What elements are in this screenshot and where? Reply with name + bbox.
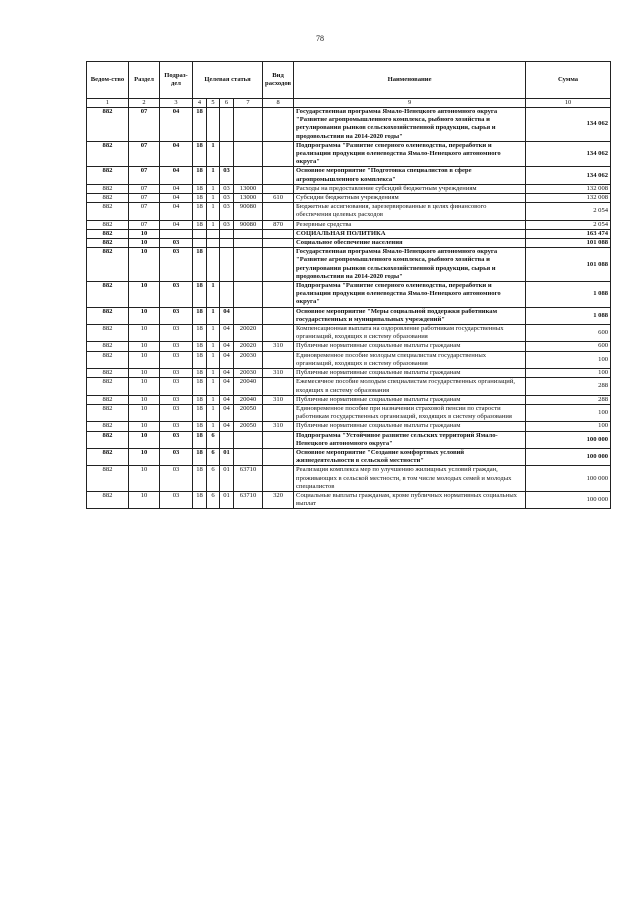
cell-razdel: 10 (129, 307, 160, 324)
cell-target-event: 03 (220, 194, 234, 203)
cell-expense-type (263, 184, 294, 193)
cell-vedomstvo: 882 (87, 108, 129, 142)
cell-sum: 1 088 (526, 307, 611, 324)
cell-expense-type: 310 (263, 395, 294, 404)
cell-expense-type: 310 (263, 422, 294, 431)
cell-name: Компенсационная выплата на оздоровление работникам государственных организаций, входящих в систему образования (294, 325, 526, 342)
cell-vedomstvo: 882 (87, 203, 129, 220)
cell-name: Основное мероприятие "Создание комфортных условий жизнедеятельности в сельской местности" (294, 448, 526, 465)
cell-name: Социальное обеспечение населения (294, 239, 526, 248)
cell-target-program: 18 (193, 422, 207, 431)
cell-target-event: 03 (220, 167, 234, 184)
cell-vedomstvo: 882 (87, 466, 129, 492)
table-row (87, 220, 611, 229)
cell-name: Государственная программа Ямало-Ненецкого автономного округа "Развитие агропромышленного комплекса, рыбного хозяйства и регулирования рынков сельскохозяйственной продукции, сырья и продовольствия на 2014-2020 годы" (294, 108, 526, 142)
cell-name: Подпрограмма "Развитие северного оленеводства, переработки и реализации продукции оленеводства Ямало-Ненецкого автономного округа" (294, 141, 526, 167)
cell-target-subprogram (207, 248, 220, 282)
cell-name: Бюджетные ассигнования, зарезервированные в целях финансового обеспечения целевых расходов (294, 203, 526, 220)
cell-target-subprogram: 1 (207, 404, 220, 421)
cell-target-subprogram: 1 (207, 395, 220, 404)
cell-expense-type (263, 351, 294, 368)
cell-target-direction (234, 229, 263, 238)
cell-vedomstvo: 882 (87, 229, 129, 238)
cell-name: Резервные средства (294, 220, 526, 229)
cell-target-direction (234, 141, 263, 167)
cell-target-subprogram: 1 (207, 282, 220, 308)
cell-podrazdel: 03 (160, 325, 193, 342)
cell-target-subprogram: 1 (207, 194, 220, 203)
cell-vedomstvo: 882 (87, 167, 129, 184)
cell-name: Публичные нормативные социальные выплаты гражданам (294, 369, 526, 378)
cell-target-program: 18 (193, 248, 207, 282)
cell-name: Публичные нормативные социальные выплаты гражданам (294, 342, 526, 351)
table-row (87, 307, 611, 324)
cell-sum: 134 062 (526, 141, 611, 167)
cell-target-direction: 20040 (234, 378, 263, 395)
cell-expense-type (263, 229, 294, 238)
cell-target-subprogram: 1 (207, 378, 220, 395)
column-number: 6 (220, 99, 234, 108)
cell-vedomstvo: 882 (87, 342, 129, 351)
cell-podrazdel: 03 (160, 448, 193, 465)
cell-expense-type (263, 431, 294, 448)
cell-name: Основное мероприятие "Меры социальной поддержки работникам государственных и муниципальных учреждений" (294, 307, 526, 324)
cell-target-program: 18 (193, 141, 207, 167)
cell-target-program: 18 (193, 307, 207, 324)
cell-target-subprogram: 1 (207, 369, 220, 378)
cell-target-subprogram: 1 (207, 203, 220, 220)
cell-vedomstvo: 882 (87, 448, 129, 465)
cell-target-direction (234, 248, 263, 282)
cell-vedomstvo: 882 (87, 282, 129, 308)
cell-target-program: 18 (193, 404, 207, 421)
cell-target-subprogram: 1 (207, 167, 220, 184)
cell-target-direction (234, 307, 263, 324)
cell-target-subprogram: 1 (207, 141, 220, 167)
cell-podrazdel: 03 (160, 404, 193, 421)
cell-podrazdel: 03 (160, 307, 193, 324)
table-row (87, 351, 611, 368)
cell-expense-type (263, 248, 294, 282)
cell-sum: 100 (526, 422, 611, 431)
table-row (87, 239, 611, 248)
cell-sum: 134 062 (526, 167, 611, 184)
cell-expense-type (263, 404, 294, 421)
cell-expense-type (263, 448, 294, 465)
header-sum: Сумма (526, 62, 611, 99)
cell-target-program: 18 (193, 108, 207, 142)
cell-name: Подпрограмма "Развитие северного оленеводства, переработки и реализации продукции оленеводства Ямало-Ненецкого автономного округа" (294, 282, 526, 308)
column-number: 8 (263, 99, 294, 108)
cell-target-subprogram (207, 229, 220, 238)
table-row (87, 203, 611, 220)
table-row (87, 404, 611, 421)
cell-target-program (193, 229, 207, 238)
column-number: 2 (129, 99, 160, 108)
cell-expense-type: 310 (263, 369, 294, 378)
table-row (87, 325, 611, 342)
cell-target-event: 01 (220, 491, 234, 508)
cell-target-subprogram: 6 (207, 491, 220, 508)
cell-target-subprogram: 1 (207, 325, 220, 342)
cell-target-program: 18 (193, 194, 207, 203)
cell-target-event: 04 (220, 307, 234, 324)
cell-expense-type (263, 378, 294, 395)
cell-sum: 2 054 (526, 203, 611, 220)
column-number: 5 (207, 99, 220, 108)
cell-expense-type (263, 141, 294, 167)
cell-expense-type (263, 307, 294, 324)
cell-name: Расходы на предоставление субсидий бюджетным учреждениям (294, 184, 526, 193)
cell-vedomstvo: 882 (87, 248, 129, 282)
cell-target-direction: 13000 (234, 194, 263, 203)
cell-target-subprogram: 6 (207, 466, 220, 492)
header-target-article: Целевая статья (193, 62, 263, 99)
cell-podrazdel: 03 (160, 282, 193, 308)
cell-vedomstvo: 882 (87, 491, 129, 508)
cell-sum: 288 (526, 395, 611, 404)
cell-target-direction: 20050 (234, 404, 263, 421)
table-row (87, 448, 611, 465)
cell-expense-type (263, 466, 294, 492)
cell-target-program: 18 (193, 369, 207, 378)
cell-sum: 100 000 (526, 466, 611, 492)
cell-target-event (220, 239, 234, 248)
cell-razdel: 10 (129, 342, 160, 351)
cell-sum: 134 062 (526, 108, 611, 142)
cell-sum: 132 008 (526, 194, 611, 203)
cell-razdel: 07 (129, 203, 160, 220)
cell-razdel: 10 (129, 282, 160, 308)
cell-expense-type: 610 (263, 194, 294, 203)
cell-podrazdel: 04 (160, 167, 193, 184)
cell-razdel: 07 (129, 141, 160, 167)
cell-expense-type (263, 167, 294, 184)
cell-razdel: 07 (129, 108, 160, 142)
cell-target-event: 04 (220, 378, 234, 395)
cell-target-event: 04 (220, 404, 234, 421)
cell-target-event (220, 248, 234, 282)
column-number-row (87, 99, 611, 108)
cell-sum: 132 008 (526, 184, 611, 193)
cell-sum: 600 (526, 342, 611, 351)
table-row (87, 184, 611, 193)
cell-razdel: 10 (129, 239, 160, 248)
cell-podrazdel: 04 (160, 194, 193, 203)
cell-expense-type (263, 239, 294, 248)
cell-sum: 101 088 (526, 248, 611, 282)
table-row (87, 378, 611, 395)
cell-target-event: 01 (220, 448, 234, 465)
cell-sum: 288 (526, 378, 611, 395)
header-vedomstvo: Ведом-ство (87, 62, 129, 99)
cell-name: Государственная программа Ямало-Ненецкого автономного округа "Развитие агропромышленного комплекса, рыбного хозяйства и регулирования рынков сельскохозяйственной продукции, сырья и продовольствия на 2014-2020 годы" (294, 248, 526, 282)
cell-razdel: 10 (129, 491, 160, 508)
column-number: 1 (87, 99, 129, 108)
cell-name: Основное мероприятие "Подготовка специалистов в сфере агропромышленного комплекса" (294, 167, 526, 184)
table-body (87, 108, 611, 509)
cell-podrazdel: 03 (160, 395, 193, 404)
cell-target-event: 03 (220, 220, 234, 229)
cell-target-event: 03 (220, 184, 234, 193)
cell-target-direction (234, 431, 263, 448)
cell-vedomstvo: 882 (87, 422, 129, 431)
cell-sum: 100 000 (526, 431, 611, 448)
cell-expense-type: 870 (263, 220, 294, 229)
cell-target-event: 01 (220, 466, 234, 492)
table-row (87, 369, 611, 378)
cell-vedomstvo: 882 (87, 325, 129, 342)
cell-sum: 100 (526, 369, 611, 378)
table-row (87, 282, 611, 308)
cell-vedomstvo: 882 (87, 404, 129, 421)
cell-razdel: 10 (129, 422, 160, 431)
cell-name: Подпрограмма "Устойчивое развитие сельских территорий Ямало-Ненецкого автономного округа" (294, 431, 526, 448)
table-row (87, 194, 611, 203)
cell-vedomstvo: 882 (87, 194, 129, 203)
cell-vedomstvo: 882 (87, 141, 129, 167)
cell-sum: 100 (526, 351, 611, 368)
table-row (87, 466, 611, 492)
cell-podrazdel: 03 (160, 431, 193, 448)
cell-target-program: 18 (193, 466, 207, 492)
cell-target-program: 18 (193, 448, 207, 465)
cell-target-direction: 20020 (234, 325, 263, 342)
table-row (87, 108, 611, 142)
table-row (87, 248, 611, 282)
cell-target-direction (234, 448, 263, 465)
cell-name: Публичные нормативные социальные выплаты гражданам (294, 395, 526, 404)
cell-sum: 100 (526, 404, 611, 421)
table-row (87, 229, 611, 238)
cell-expense-type (263, 203, 294, 220)
cell-podrazdel (160, 229, 193, 238)
table-row (87, 395, 611, 404)
cell-name: Ежемесячное пособие молодым специалистам государственных организаций, входящих в систему образования (294, 378, 526, 395)
cell-target-event: 04 (220, 422, 234, 431)
cell-target-event: 04 (220, 325, 234, 342)
cell-target-event (220, 229, 234, 238)
cell-target-program: 18 (193, 351, 207, 368)
cell-expense-type (263, 282, 294, 308)
cell-razdel: 10 (129, 448, 160, 465)
cell-razdel: 10 (129, 378, 160, 395)
cell-target-subprogram: 1 (207, 422, 220, 431)
cell-target-direction (234, 167, 263, 184)
cell-target-event: 04 (220, 342, 234, 351)
cell-podrazdel: 03 (160, 369, 193, 378)
cell-razdel: 10 (129, 395, 160, 404)
cell-target-subprogram: 1 (207, 307, 220, 324)
cell-podrazdel: 03 (160, 422, 193, 431)
cell-expense-type (263, 108, 294, 142)
header-razdel: Раздел (129, 62, 160, 99)
cell-target-event: 04 (220, 369, 234, 378)
cell-target-direction: 13000 (234, 184, 263, 193)
cell-target-program: 18 (193, 342, 207, 351)
cell-target-program: 18 (193, 203, 207, 220)
cell-podrazdel: 03 (160, 378, 193, 395)
cell-target-event (220, 108, 234, 142)
table-row (87, 342, 611, 351)
cell-podrazdel: 03 (160, 248, 193, 282)
header-name: Наименование (294, 62, 526, 99)
cell-target-event: 03 (220, 203, 234, 220)
header-expense-type: Вид расходов (263, 62, 294, 99)
cell-target-direction: 20040 (234, 395, 263, 404)
cell-name: Единовременное пособие молодым специалистам государственных организаций, входящих в систему образования (294, 351, 526, 368)
cell-vedomstvo: 882 (87, 369, 129, 378)
cell-target-direction (234, 108, 263, 142)
cell-target-program: 18 (193, 395, 207, 404)
cell-vedomstvo: 882 (87, 351, 129, 368)
cell-razdel: 10 (129, 466, 160, 492)
cell-razdel: 07 (129, 167, 160, 184)
cell-vedomstvo: 882 (87, 239, 129, 248)
cell-sum: 100 000 (526, 448, 611, 465)
column-number: 9 (294, 99, 526, 108)
cell-name: Единовременное пособие при назначении страховой пенсии по старости работникам государственных организаций, входящих в систему образования (294, 404, 526, 421)
cell-name: СОЦИАЛЬНАЯ ПОЛИТИКА (294, 229, 526, 238)
cell-target-event: 04 (220, 351, 234, 368)
cell-podrazdel: 04 (160, 203, 193, 220)
budget-table (86, 61, 611, 509)
cell-target-direction (234, 239, 263, 248)
cell-sum: 100 000 (526, 491, 611, 508)
cell-vedomstvo: 882 (87, 307, 129, 324)
column-number: 3 (160, 99, 193, 108)
cell-target-event (220, 431, 234, 448)
cell-vedomstvo: 882 (87, 395, 129, 404)
cell-razdel: 10 (129, 248, 160, 282)
cell-sum: 101 088 (526, 239, 611, 248)
cell-razdel: 07 (129, 194, 160, 203)
cell-target-program: 18 (193, 167, 207, 184)
cell-target-subprogram: 1 (207, 184, 220, 193)
column-number: 4 (193, 99, 207, 108)
cell-target-subprogram (207, 239, 220, 248)
cell-podrazdel: 04 (160, 184, 193, 193)
cell-target-program: 18 (193, 431, 207, 448)
table-row (87, 491, 611, 508)
cell-target-event: 04 (220, 395, 234, 404)
cell-target-program: 18 (193, 325, 207, 342)
cell-target-program: 18 (193, 184, 207, 193)
page-number: 78 (316, 34, 324, 43)
cell-target-direction: 63710 (234, 466, 263, 492)
column-number: 10 (526, 99, 611, 108)
table-row (87, 167, 611, 184)
table-row (87, 431, 611, 448)
cell-podrazdel: 04 (160, 220, 193, 229)
cell-target-subprogram: 6 (207, 448, 220, 465)
cell-razdel: 10 (129, 404, 160, 421)
cell-expense-type: 320 (263, 491, 294, 508)
cell-name: Социальные выплаты гражданам, кроме публичных нормативных социальных выплат (294, 491, 526, 508)
cell-name: Реализация комплекса мер по улучшению жилищных условий граждан, проживающих в сельской местности, в том числе молодых семей и молодых специалистов (294, 466, 526, 492)
cell-podrazdel: 04 (160, 141, 193, 167)
cell-razdel: 10 (129, 229, 160, 238)
table-row (87, 422, 611, 431)
cell-target-event (220, 141, 234, 167)
cell-vedomstvo: 882 (87, 220, 129, 229)
cell-sum: 600 (526, 325, 611, 342)
cell-podrazdel: 03 (160, 351, 193, 368)
table-row (87, 141, 611, 167)
header-row (87, 62, 611, 99)
cell-razdel: 10 (129, 325, 160, 342)
cell-razdel: 07 (129, 184, 160, 193)
cell-target-program (193, 239, 207, 248)
cell-vedomstvo: 882 (87, 431, 129, 448)
cell-target-program: 18 (193, 378, 207, 395)
cell-name: Субсидии бюджетным учреждениям (294, 194, 526, 203)
cell-target-subprogram: 1 (207, 342, 220, 351)
cell-podrazdel: 03 (160, 466, 193, 492)
cell-target-direction: 20050 (234, 422, 263, 431)
cell-vedomstvo: 882 (87, 378, 129, 395)
cell-razdel: 07 (129, 220, 160, 229)
cell-podrazdel: 03 (160, 239, 193, 248)
cell-target-subprogram: 1 (207, 351, 220, 368)
cell-target-direction: 90080 (234, 203, 263, 220)
cell-razdel: 10 (129, 369, 160, 378)
cell-sum: 163 474 (526, 229, 611, 238)
cell-target-direction (234, 282, 263, 308)
cell-target-program: 18 (193, 491, 207, 508)
cell-podrazdel: 03 (160, 342, 193, 351)
cell-target-direction: 20030 (234, 369, 263, 378)
cell-target-program: 18 (193, 282, 207, 308)
cell-expense-type: 310 (263, 342, 294, 351)
header-podrazdel: Подраз-дел (160, 62, 193, 99)
cell-target-subprogram: 1 (207, 220, 220, 229)
cell-target-direction: 90080 (234, 220, 263, 229)
cell-target-direction: 20030 (234, 351, 263, 368)
cell-target-program: 18 (193, 220, 207, 229)
cell-target-direction: 63710 (234, 491, 263, 508)
cell-target-subprogram (207, 108, 220, 142)
cell-razdel: 10 (129, 431, 160, 448)
cell-vedomstvo: 882 (87, 184, 129, 193)
cell-podrazdel: 03 (160, 491, 193, 508)
cell-sum: 1 088 (526, 282, 611, 308)
cell-target-direction: 20020 (234, 342, 263, 351)
column-number: 7 (234, 99, 263, 108)
cell-expense-type (263, 325, 294, 342)
cell-sum: 2 054 (526, 220, 611, 229)
cell-podrazdel: 04 (160, 108, 193, 142)
cell-target-subprogram: 6 (207, 431, 220, 448)
cell-target-event (220, 282, 234, 308)
cell-name: Публичные нормативные социальные выплаты гражданам (294, 422, 526, 431)
cell-razdel: 10 (129, 351, 160, 368)
